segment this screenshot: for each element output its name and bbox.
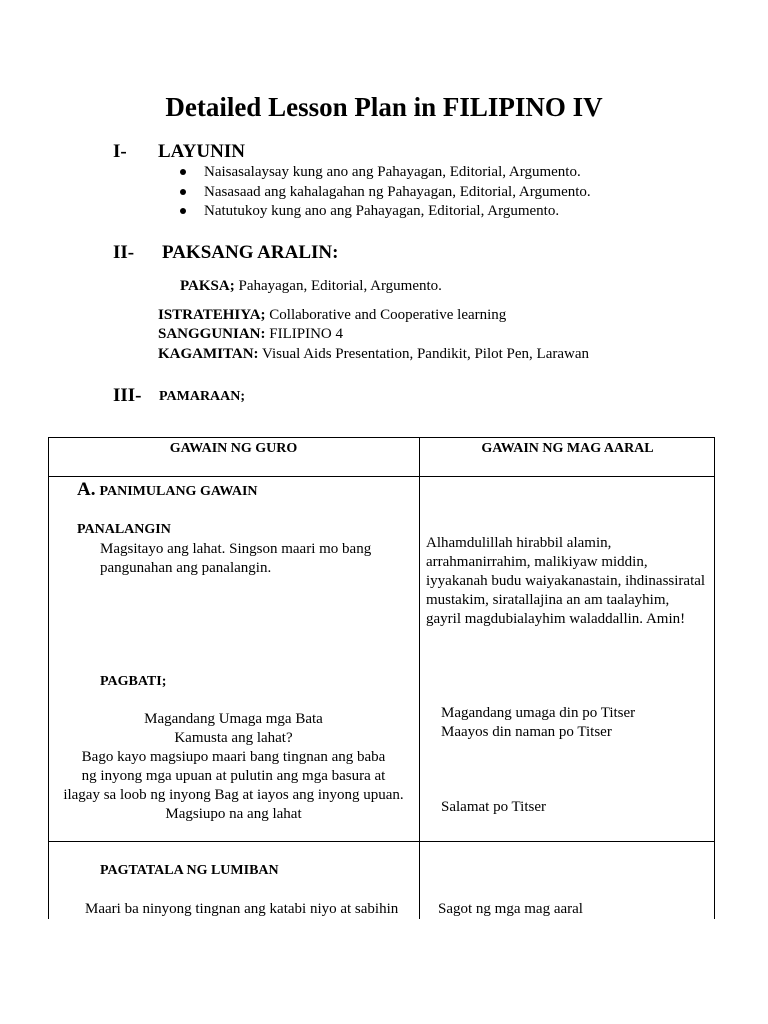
table-header-divider [48,476,715,477]
table-column-divider [419,437,420,919]
objective-item: Naisasalaysay kung ano ang Pahayagan, Editorial, Argumento. [180,163,591,183]
header-gawain-mag-aaral: GAWAIN NG MAG AARAL [481,441,654,456]
objective-item: Natutukoy kung ano ang Pahayagan, Editorial, Argumento. [180,202,591,222]
kagamitan-line [158,345,589,365]
pagtatala-heading: PAGTATALA NG LUMIBAN [100,863,279,878]
kagamitan-label: KAGAMITAN: [158,346,259,362]
panalangin-guro-text: Magsitayo ang lahat. Singson maari mo bang pangunahan ang panalangin. [100,541,372,576]
pagtatala-aaral-text: Sagot ng mga mag aaral [438,901,583,917]
pagtatala-guro-text: Maari ba ninyong tingnan ang katabi niyo at sabihin [85,901,399,917]
istratehiya-label: ISTRATEHIYA; [158,307,266,323]
paksa-label: PAKSA; [180,278,235,294]
panalangin-aaral-text: Alhamdulillah hirabbil alamin, arrahmanirrahim, malikiyaw middin, iyyakanah budu waiyakanastain, ihdinassiratal mustakim, siratallajina an am taalayhim, gayril magdubialayhim waladdallin. Amin! [426,535,706,627]
pagbati-heading: PAGBATI; [100,674,167,689]
section-2-title: PAKSANG ARALIN: [162,242,339,263]
istratehiya-value: Collaborative and Cooperative learning [265,307,507,323]
sanggunian-value: FILIPINO 4 [265,326,344,342]
part-title: PANIMULANG GAWAIN [99,484,258,499]
part-letter: A. [77,479,96,500]
panalangin-heading: PANALANGIN [77,522,171,537]
section-3-number: III- [113,385,142,406]
paksa-line [180,277,442,297]
bullet-icon [180,208,186,214]
pagbati-aaral-text: Magandang umaga din po Titser Maayos din naman po Titser [441,705,636,740]
pagbati-aaral-thanks: Salamat po Titser [441,799,547,815]
pagbati-guro-text: Magandang Umaga mga Bata Kamusta ang lahat? Bago kayo magsiupo maari bang tingnan ang baba ng inyong mga upuan at pulutin ang mga basura at ilagay sa loob ng inyong Bag at iayos ang inyong upuan. Magsiupo na ang lahat [63,711,404,822]
section-3-title: PAMARAAN; [159,389,246,404]
bullet-icon [180,189,186,195]
part-a-heading [77,479,258,501]
section-2-number: II- [113,242,135,263]
sanggunian-line [158,325,343,345]
section-1-title: LAYUNIN [158,141,245,162]
table-row-divider [48,841,715,842]
paksa-value: Pahayagan, Editorial, Argumento. [234,278,442,294]
objectives-list [180,163,591,222]
section-1-number: I- [113,141,127,162]
sanggunian-label: SANGGUNIAN: [158,326,266,342]
istratehiya-line [158,306,506,326]
objective-item: Nasasaad ang kahalagahan ng Pahayagan, Editorial, Argumento. [180,183,591,203]
kagamitan-value: Visual Aids Presentation, Pandikit, Pilot Pen, Larawan [258,346,590,362]
header-gawain-guro: GAWAIN NG GURO [169,441,298,456]
page-title: Detailed Lesson Plan in FILIPINO IV [165,92,603,122]
bullet-icon [180,169,186,175]
